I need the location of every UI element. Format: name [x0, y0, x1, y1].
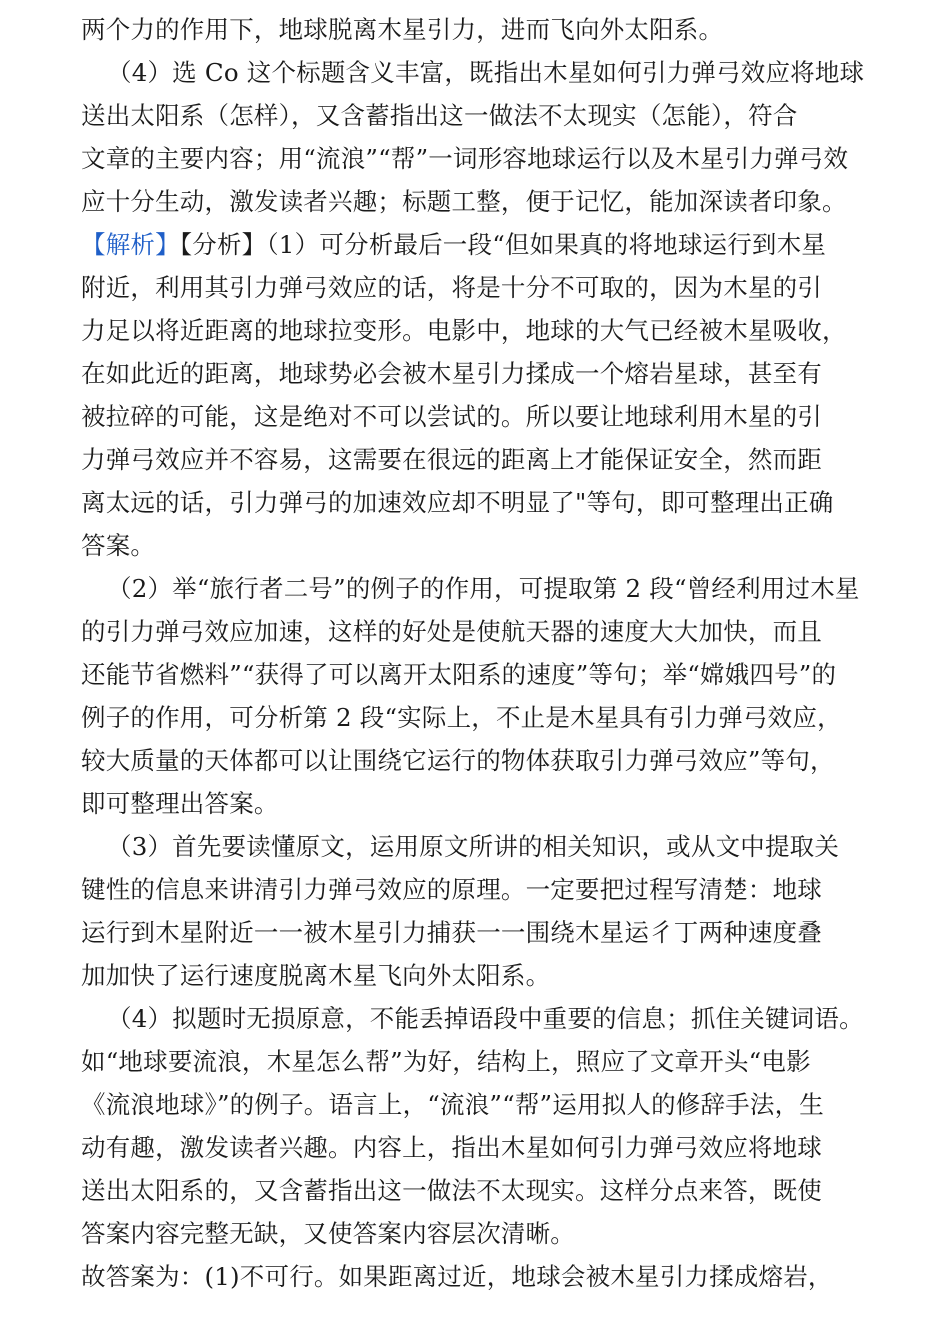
text-line: 离太远的话，引力弹弓的加速效应却不明显了"等句，即可整理出正确: [81, 488, 834, 517]
text-line: 答案内容完整无缺，又使答案内容层次清晰。: [81, 1219, 575, 1248]
text-line: 动有趣，激发读者兴趣。内容上，指出木星如何引力弹弓效应将地球: [81, 1133, 822, 1162]
text-line: （2）举“旅行者二号”的例子的作用，可提取第 2 段“曾经利用过木星: [107, 574, 860, 603]
text-line: 较大质量的天体都可以让围绕它运行的物体获取引力弹弓效应”等句，: [81, 746, 835, 775]
text-line: 加加快了运行速度脱离木星飞向外太阳系。: [81, 961, 551, 990]
text-line: 如“地球要流浪，木星怎么帮”为好，结构上，照应了文章开头“电影: [81, 1047, 811, 1076]
text-line: 运行到木星附近一一被木星引力捕获一一围绕木星运彳丁两种速度叠: [81, 918, 822, 947]
text-line: （4）选 Co 这个标题含义丰富，既指出木星如何引力弹弓效应将地球: [107, 58, 865, 87]
text-line: 键性的信息来讲清引力弹弓效应的原理。一定要把过程写清楚：地球: [81, 875, 822, 904]
text-line: （3）首先要读懂原文，运用原文所讲的相关知识，或从文中提取关: [107, 832, 840, 861]
text-line: 应十分生动，激发读者兴趣；标题工整，便于记忆，能加深读者印象。: [81, 187, 847, 216]
text-line: 即可整理出答案。: [81, 789, 279, 818]
text-line: 送出太阳系的，又含蓄指出这一做法不太现实。这样分点来答，既使: [81, 1176, 822, 1205]
text-line: 力足以将近距离的地球拉变形。电影中，地球的大气已经被木星吸收，: [81, 316, 847, 345]
text-line: 故答案为：(1)不可行。如果距离过近，地球会被木星引力揉成熔岩，: [81, 1262, 833, 1291]
text-line: 力弹弓效应并不容易，这需要在很远的距离上才能保证安全，然而距: [81, 445, 822, 474]
text-line: 例子的作用，可分析第 2 段“实际上，不止是木星具有引力弹弓效应，: [81, 703, 842, 732]
text-line: 被拉碎的可能，这是绝对不可以尝试的。所以要让地球利用木星的引: [81, 402, 822, 431]
text-line: （4）拟题时无损原意，不能丢掉语段中重要的信息；抓住关键词语。: [107, 1004, 864, 1033]
text-line: 送出太阳系（怎样），又含蓄指出这一做法不太现实（怎能），符合: [81, 101, 798, 130]
text-line: 附近，利用其引力弹弓效应的话，将是十分不可取的，因为木星的引: [81, 273, 822, 302]
text-line: 还能节省燃料”“获得了可以离开太阳系的速度”等句；举“嫦娥四号”的: [81, 660, 837, 689]
text-line: 的引力弹弓效应加速，这样的好处是使航天器的速度大大加快，而且: [81, 617, 822, 646]
text-line: 在如此近的距离，地球势必会被木星引力揉成一个熔岩星球，甚至有: [81, 359, 822, 388]
text-line: 两个力的作用下，地球脱离木星引力，进而飞向外太阳系。: [81, 15, 724, 44]
analysis-label: 【解析】: [81, 230, 180, 259]
text-line: 文章的主要内容；用“流浪”“帮”一词形容地球运行以及木星引力弹弓效: [81, 144, 849, 173]
text-line: 答案。: [81, 531, 156, 560]
text-line: 【分析】（1）可分析最后一段“但如果真的将地球运行到木星: [179, 230, 827, 259]
analysis-heading-line: [81, 223, 890, 266]
text-line: 《流浪地球》”的例子。语言上，“流浪”“帮”运用拟人的修辞手法，生: [81, 1090, 824, 1119]
